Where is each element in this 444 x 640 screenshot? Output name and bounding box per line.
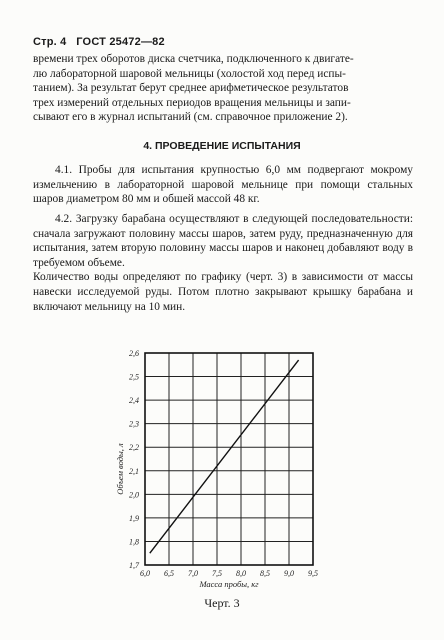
y-tick-label: 2,4 (129, 396, 139, 406)
clause-text: Количество воды определяют по графику (черт. 3) в зависимости от массы навески исследуемой руды. Потом плотно закрывают крышку барабана и включают мельницу на 10 мин. (33, 271, 413, 313)
y-tick-label: 2,5 (129, 372, 139, 382)
intro-line: времени трех оборотов диска счетчика, подключенного к двигате- (33, 53, 354, 65)
y-tick-label: 2,1 (129, 466, 139, 476)
series-line (150, 360, 299, 553)
y-tick-label: 2,2 (129, 443, 139, 453)
y-tick-label: 2,6 (129, 349, 139, 358)
clause-text: 4.1. Пробы для испытания крупностью 6,0 мм подвергают мокрому измельчению в лабораторной шаровой мельнице при помощи стальных шаров диаметром 80 мм и обшей массой 48 кг. (33, 164, 413, 206)
x-tick-label: 9,0 (284, 569, 294, 578)
intro-line: танием). За результат берут среднее арифметическое результатов (33, 82, 349, 95)
x-tick-label: 9,5 (308, 569, 318, 578)
x-axis-label: Масса пробы, кг (199, 579, 259, 589)
intro-line: лю лабораторной шаровой мельницы (холостой ход перед испы- (33, 67, 346, 80)
y-tick-label: 1,9 (129, 513, 139, 523)
page-number: Стр. 4 (33, 36, 67, 48)
y-tick-label: 2,3 (129, 419, 139, 429)
x-tick-label: 8,0 (236, 569, 246, 578)
intro-line: сывают его в журнал испытаний (см. справочное приложение 2). (33, 111, 348, 124)
x-tick-label: 6,5 (164, 569, 174, 578)
standard-code: ГОСТ 25472—82 (76, 36, 165, 48)
figure-caption: Черт. 3 (204, 596, 240, 610)
y-axis-label: Объем воды, л (115, 443, 125, 495)
y-tick-label: 1,8 (129, 537, 139, 547)
x-tick-label: 8,5 (260, 569, 270, 578)
clause-text: 4.2. Загрузку барабана осуществляют в следующей последовательности: сначала загружают половину массы шаров, затем руду, предназначенную для испытания, затем вторую половину массы шаров и наконец добавляют воду в требуемом объеме. (33, 213, 413, 269)
x-tick-label: 7,5 (212, 569, 222, 578)
y-tick-label: 2,0 (129, 490, 139, 500)
plot-frame (145, 353, 313, 565)
x-tick-label: 7,0 (188, 569, 198, 578)
y-tick-label: 1,7 (129, 561, 139, 570)
intro-line: трех измерений отдельных периодов вращения мельницы и запи- (33, 96, 351, 109)
section-title: 4. ПРОВЕДЕНИЕ ИСПЫТАНИЯ (143, 140, 301, 152)
x-tick-label: 6,0 (140, 569, 150, 578)
